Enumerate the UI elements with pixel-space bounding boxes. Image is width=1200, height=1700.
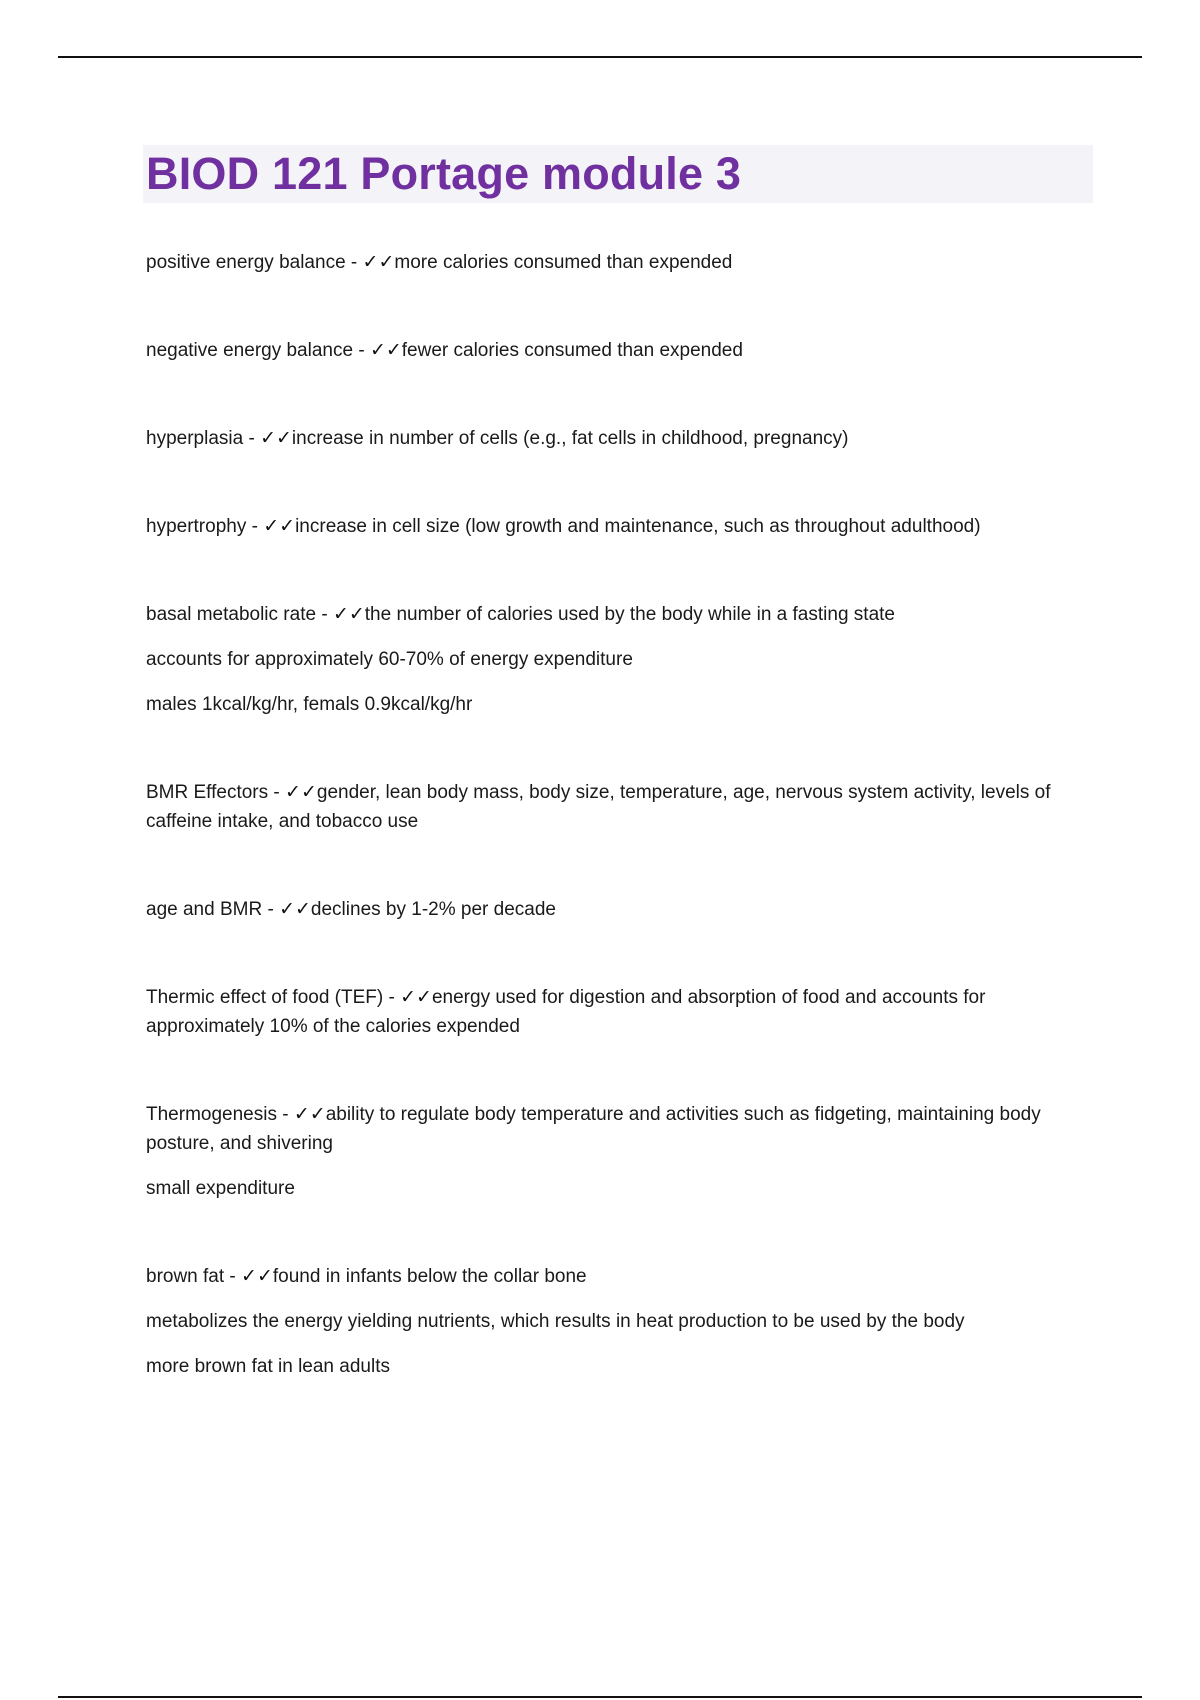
double-check-icon: ✓✓	[293, 1103, 326, 1125]
entry-separator: -	[224, 1266, 242, 1287]
double-check-icon: ✓✓	[279, 898, 311, 920]
entry-separator: -	[262, 899, 280, 920]
entry-definition: energy used for digestion and absorption of food and accounts for approximately 10% of the calories expended	[146, 987, 986, 1037]
double-check-icon: ✓✓	[285, 781, 317, 803]
entry-term: hyperplasia	[146, 428, 244, 449]
entry-term: positive energy balance	[146, 252, 346, 273]
flashcard-entry	[146, 1100, 1096, 1203]
flashcard-entry	[146, 983, 1096, 1041]
entry-separator: -	[353, 340, 370, 361]
entry-main-line	[146, 600, 1096, 629]
flashcard-entry	[146, 336, 1096, 365]
entry-extra-line: accounts for approximately 60-70% of energy expenditure	[146, 649, 633, 670]
entry-extra-line: males 1kcal/kg/hr, femals 0.9kcal/kg/hr	[146, 694, 473, 715]
double-check-icon: ✓✓	[260, 427, 292, 449]
entry-main-line	[146, 336, 1096, 365]
flashcard-entry	[146, 512, 1096, 541]
flashcard-entry	[146, 1262, 1096, 1381]
top-divider	[58, 56, 1142, 58]
entry-separator: -	[243, 428, 261, 449]
entry-separator: -	[268, 782, 286, 803]
entry-term: basal metabolic rate	[146, 604, 317, 625]
entry-definition: found in infants below the collar bone	[272, 1266, 587, 1287]
page-title: BIOD 121 Portage module 3	[146, 148, 742, 199]
entry-term: Thermic effect of food (TEF)	[146, 987, 384, 1008]
entry-separator: -	[345, 252, 363, 273]
entry-term: Thermogenesis	[146, 1104, 277, 1125]
entry-definition: declines by 1-2% per decade	[310, 899, 556, 920]
entry-definition: the number of calories used by the body while in a fasting state	[364, 604, 895, 625]
entry-term: negative energy balance	[146, 340, 354, 361]
entry-definition: fewer calories consumed than expended	[401, 340, 743, 361]
double-check-icon: ✓✓	[241, 1265, 273, 1287]
entry-term: hypertrophy	[146, 516, 247, 537]
entry-main-line	[146, 778, 1096, 836]
entry-separator: -	[316, 604, 333, 625]
double-check-icon: ✓✓	[369, 339, 402, 361]
double-check-icon: ✓✓	[362, 251, 395, 273]
entry-definition: increase in number of cells (e.g., fat cells in childhood, pregnancy)	[291, 428, 849, 449]
entry-separator: -	[276, 1104, 294, 1125]
entry-main-line	[146, 248, 1096, 277]
entry-extra-line: small expenditure	[146, 1178, 295, 1199]
entry-definition: ability to regulate body temperature and activities such as fidgeting, maintaining body posture, and shivering	[146, 1104, 1041, 1154]
flashcard-entry	[146, 424, 1096, 453]
entry-term: age and BMR	[146, 899, 263, 920]
entry-main-line	[146, 424, 1096, 453]
flashcard-entry	[146, 248, 1096, 277]
entry-term: BMR Effectors	[146, 782, 269, 803]
double-check-icon: ✓✓	[263, 515, 296, 537]
entry-main-line	[146, 983, 1096, 1041]
entry-extra-line: more brown fat in lean adults	[146, 1356, 390, 1377]
entry-main-line	[146, 1100, 1096, 1158]
entry-main-line	[146, 895, 1096, 924]
entry-definition: gender, lean body mass, body size, temperature, age, nervous system activity, levels of caffeine intake, and tobacco use	[146, 782, 1051, 832]
flashcard-list	[146, 248, 1096, 1440]
flashcard-entry	[146, 778, 1096, 836]
bottom-divider	[58, 1696, 1142, 1698]
entry-extra-line: metabolizes the energy yielding nutrients, which results in heat production to be used by the body	[146, 1311, 965, 1332]
entry-main-line	[146, 1262, 1096, 1291]
entry-definition: increase in cell size (low growth and maintenance, such as throughout adulthood)	[295, 516, 981, 537]
entry-separator: -	[246, 516, 264, 537]
entry-term: brown fat	[146, 1266, 225, 1287]
entry-separator: -	[383, 987, 401, 1008]
flashcard-entry	[146, 600, 1096, 719]
entry-definition: more calories consumed than expended	[394, 252, 733, 273]
flashcard-entry	[146, 895, 1096, 924]
double-check-icon: ✓✓	[332, 603, 365, 625]
entry-main-line	[146, 512, 1096, 541]
double-check-icon: ✓✓	[400, 986, 432, 1008]
